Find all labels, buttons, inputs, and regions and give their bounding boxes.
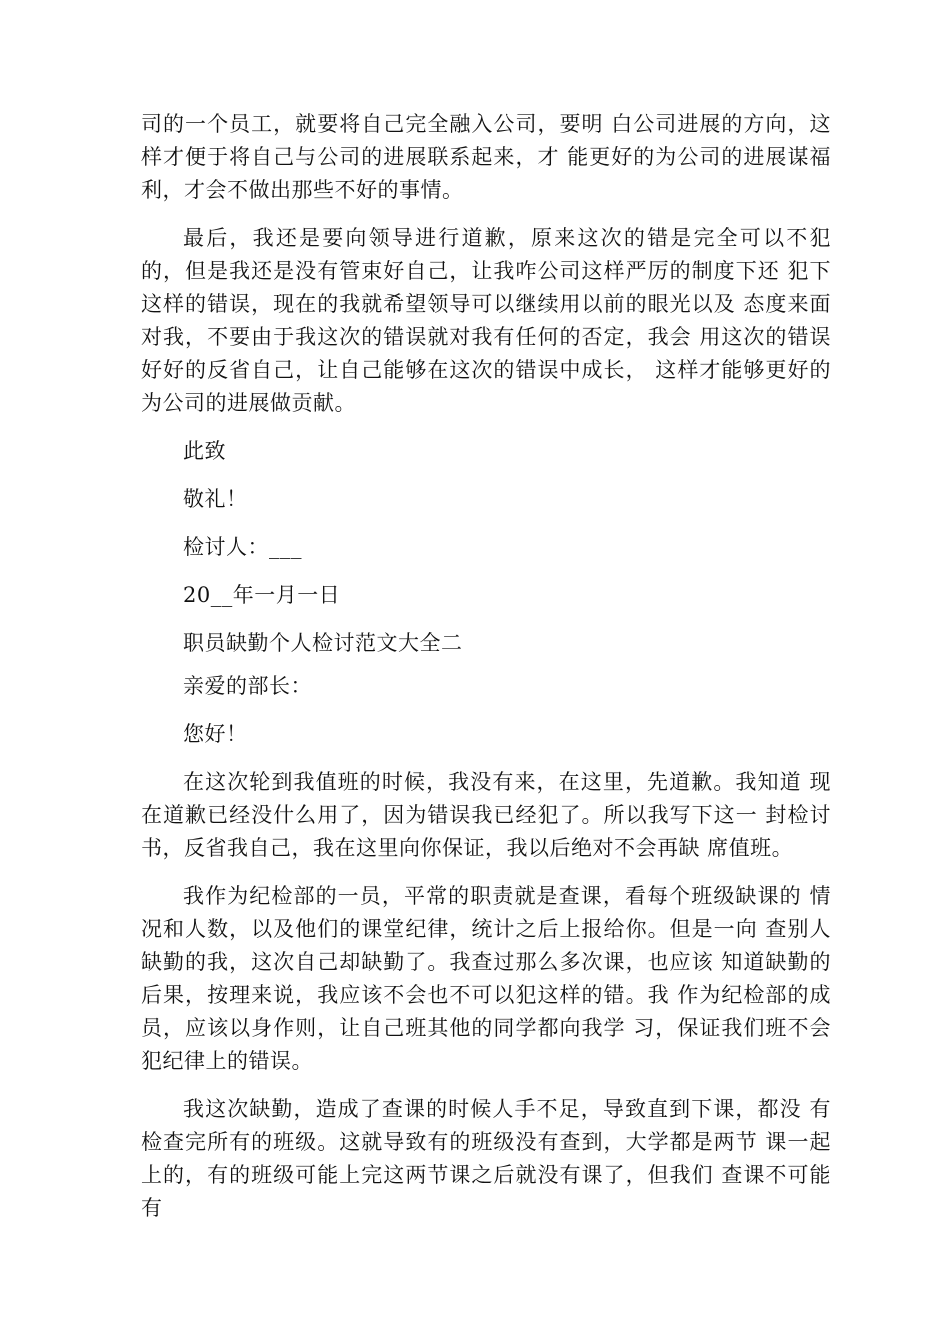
paragraph-apology: 最后，我还是要向领导进行道歉，原来这次的错是完全可以不犯 的，但是我还是没有管束好自己，让我咋公司这样严厉的制度下还 犯下这样的错误，现在的我就希望领导可以继续用以前的眼光以及 态度来面对我，不要由于我这次的错误就对我有任何的否定，我会 用这次的错误好好的反省自己，让自己能够在这次的错误中成长， 这样才能够更好的为公司的进展做贡献。 bbox=[141, 226, 831, 415]
signer-line: 检讨人：___ bbox=[183, 535, 302, 559]
closing-line-2: 敬礼！ bbox=[183, 487, 248, 511]
document-body bbox=[141, 108, 831, 1240]
section-title: 职员缺勤个人检讨范文大全二 bbox=[183, 631, 463, 655]
body-paragraph-2: 我作为纪检部的一员，平常的职责就是查课，看每个班级缺课的 情况和人数，以及他们的课堂纪律，统计之后上报给你。但是一向 查别人缺勤的我，这次自己却缺勤了。我查过那么多次课，也应该 知道缺勤的后果，按理来说，我应该不会也不可以犯这样的错。我 作为纪检部的成员，应该以身作则，让自己班其他的同学都向我学 习，保证我们班不会犯纪律上的错误。 bbox=[141, 884, 831, 1073]
closing-line-1: 此致 bbox=[183, 439, 226, 463]
paragraph-continuation: 司的一个员工，就要将自己完全融入公司，要明 白公司进展的方向，这样才便于将自己与公司的进展联系起来，才 能更好的为公司的进展谋福利，才会不做出那些不好的事情。 bbox=[141, 112, 831, 202]
date-line: 20__年一月一日 bbox=[183, 583, 341, 607]
greeting-line: 您好！ bbox=[183, 722, 248, 746]
salutation-line: 亲爱的部长： bbox=[183, 674, 312, 698]
body-paragraph-1: 在这次轮到我值班的时候，我没有来，在这里，先道歉。我知道 现在道歉已经没什么用了，因为错误我已经犯了。所以我写下这一 封检讨书，反省我自己，我在这里向你保证，我以后绝对不会再缺 席值班。 bbox=[141, 770, 831, 860]
body-paragraph-3: 我这次缺勤，造成了查课的时候人手不足，导致直到下课，都没 有检查完所有的班级。这就导致有的班级没有查到，大学都是两节 课一起上的，有的班级可能上完这两节课之后就没有课了，但我们 查课不可能有 bbox=[141, 1097, 831, 1220]
